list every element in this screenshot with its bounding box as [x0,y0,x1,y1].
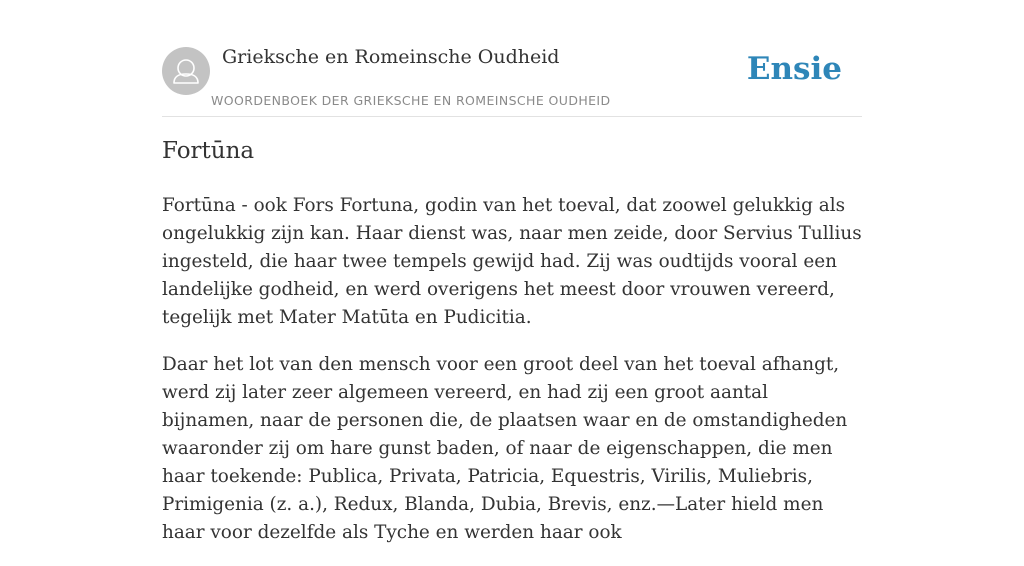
entry-body [162,192,862,566]
source-subtitle: WOORDENBOEK DER GRIEKSCHE EN ROMEINSCHE OUDHEID [211,93,611,108]
entry-title: Fortūna [162,138,255,164]
ensie-logo-link[interactable]: Ensie [746,51,842,87]
source-title[interactable]: Grieksche en Romeinsche Oudheid [222,46,560,68]
source-avatar[interactable] [162,47,210,95]
entry-paragraph: Daar het lot van den mensch voor een groot deel van het toeval afhangt, werd zij later zeer algemeen vereerd, en had zij een groot aantal bijnamen, naar de personen die, de plaatsen waar en de omstandigheden waaronder zij om hare gunst baden, of naar de eigenschappen, die men haar toekende: Publica, Privata, Patricia, Equestris, Virilis, Muliebris, Primigenia (z. a.), Redux, Blanda, Dubia, Brevis, enz.—Later hield men haar voor dezelfde als Tyche en werden haar ook [162,354,848,543]
source-header [162,46,862,117]
entry-paragraph: Fortūna - ook Fors Fortuna, godin van het toeval, dat zoowel gelukkig als ongelukkig zijn kan. Haar dienst was, naar men zeide, door Servius Tullius ingesteld, die haar twee tempels gewijd had. Zij was oudtijds vooral een landelijke godheid, en werd overigens het meest door vrouwen vereerd, tegelijk met Mater Matūta en Pudicitia. [162,195,862,328]
user-icon [162,47,210,95]
